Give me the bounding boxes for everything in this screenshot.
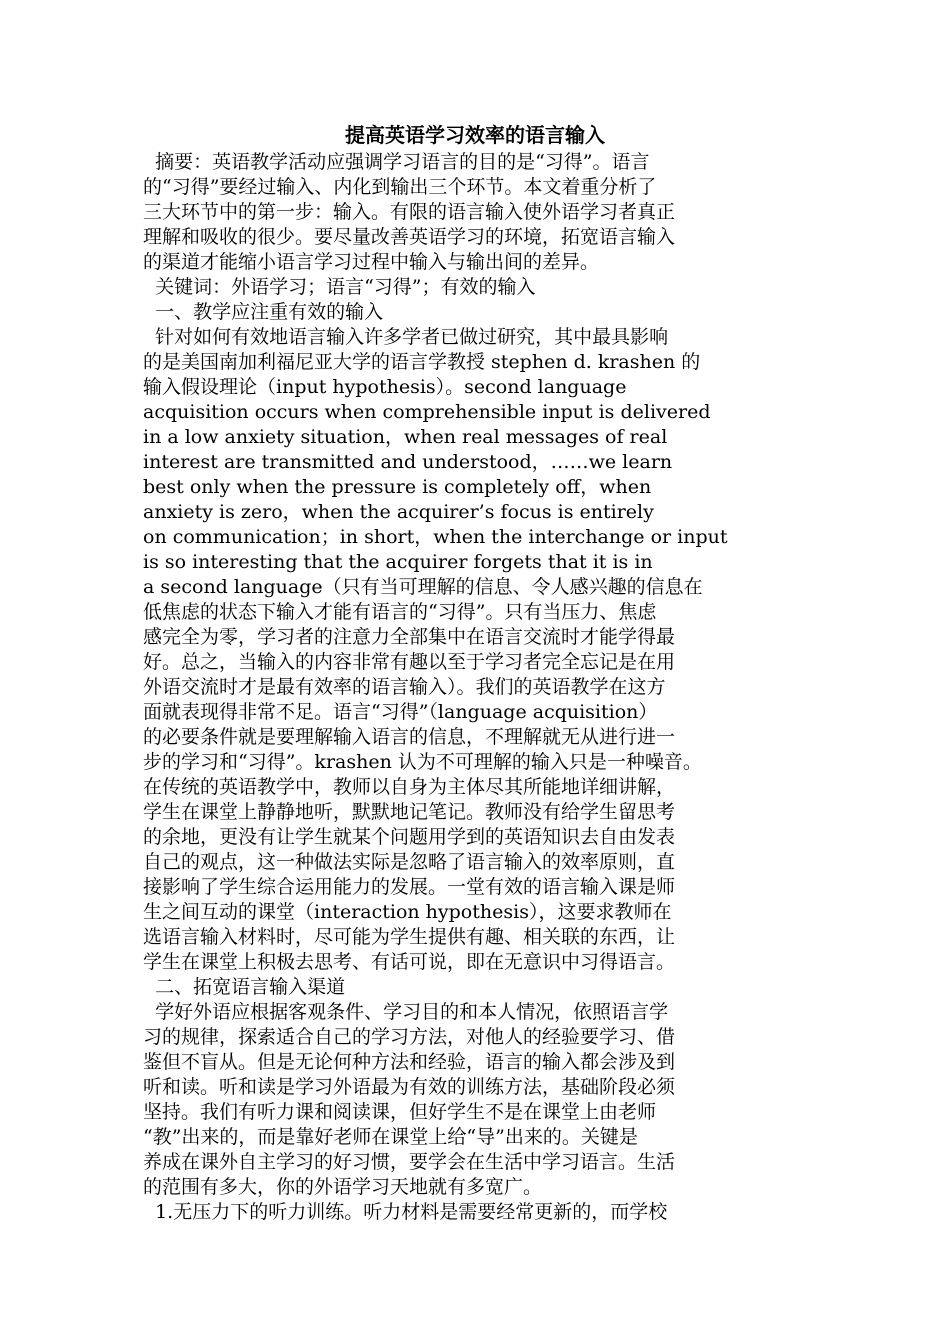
body-line: anxiety is zero，when the acquirer’s focus is entirely: [143, 501, 654, 523]
body-line: 好。总之，当输入的内容非常有趣以至于学习者完全忘记是在用: [143, 651, 676, 673]
body-line: 听和读。听和读是学习外语最为有效的训练方法，基础阶段必须: [143, 1076, 676, 1098]
body-line: 的是美国南加利福尼亚大学的语言学教授 stephen d. krashen 的: [143, 351, 701, 373]
body-line: 学好外语应根据客观条件、学习目的和本人情况，依照语言学: [143, 1001, 669, 1023]
body-line: on communication；in short，when the interchange or input: [143, 526, 728, 548]
body-line: 面就表现得非常不足。语言“习得”（language acquisition）: [143, 701, 658, 723]
body-line: “教”出来的，而是靠好老师在课堂上给“导”出来的。关键是: [143, 1126, 638, 1148]
body-line: 感完全为零，学习者的注意力全部集中在语言交流时才能学得最: [143, 626, 676, 648]
body-line: 鉴但不盲从。但是无论何种方法和经验，语言的输入都会涉及到: [143, 1051, 676, 1073]
body-line: 针对如何有效地语言输入许多学者已做过研究，其中最具影响: [143, 326, 669, 348]
body-line: a second language（只有当可理解的信息、令人感兴趣的信息在: [143, 576, 703, 598]
body-line: 接影响了学生综合运用能力的发展。一堂有效的语言输入课是师: [143, 876, 676, 898]
body-line: 低焦虑的状态下输入才能有语言的“习得”。只有当压力、焦虑: [143, 601, 657, 623]
body-line: 的“习得”要经过输入、内化到输出三个环节。本文着重分析了: [143, 176, 657, 198]
body-line: interest are transmitted and understood，……we learn: [143, 451, 673, 473]
document-title: 提高英语学习效率的语言输入: [345, 123, 605, 147]
body-line: 选语言输入材料时，尽可能为学生提供有趣、相关联的东西，让: [143, 926, 676, 948]
section-heading: 二、拓宽语言输入渠道: [143, 976, 346, 998]
body-line: in a low anxiety situation，when real messages of real: [143, 426, 668, 448]
body-line: best only when the pressure is completely off，when: [143, 476, 652, 498]
body-line: 学生在课堂上静静地听，默默地记笔记。教师没有给学生留思考: [143, 801, 676, 823]
body-line: 坚持。我们有听力课和阅读课，但好学生不是在课堂上由老师: [143, 1101, 657, 1123]
body-line: 生之间互动的课堂（interaction hypothesis），这要求教师在: [143, 901, 672, 923]
body-line: 的必要条件就是要理解输入语言的信息，不理解就无从进行进一: [143, 726, 676, 748]
body-line: 摘要：英语教学活动应强调学习语言的目的是“习得”。语言: [143, 151, 650, 173]
body-line: 的渠道才能缩小语言学习过程中输入与输出间的差异。: [143, 251, 600, 273]
keywords-line: 关键词：外语学习；语言“习得”；有效的输入: [143, 276, 536, 298]
body-line: 输入假设理论（input hypothesis）。second language: [143, 376, 627, 398]
body-line: 的范围有多大，你的外语学习天地就有多宽广。: [143, 1176, 543, 1198]
body-line: 在传统的英语教学中，教师以自身为主体尽其所能地详细讲解，: [143, 776, 676, 798]
body-line: acquisition occurs when comprehensible input is delivered: [143, 401, 711, 423]
body-line: 学生在课堂上积极去思考、有话可说，即在无意识中习得语言。: [143, 951, 676, 973]
body-line: 外语交流时才是最有效率的语言输入）。我们的英语教学在这方: [143, 676, 666, 698]
body-line: 理解和吸收的很少。要尽量改善英语学习的环境，拓宽语言输入: [143, 226, 676, 248]
body-line: 养成在课外自主学习的好习惯，要学会在生活中学习语言。生活: [143, 1151, 676, 1173]
body-line: 步的学习和“习得”。krashen 认为不可理解的输入只是一种噪音。: [143, 751, 702, 773]
body-line: 1.无压力下的听力训练。听力材料是需要经常更新的，而学校: [143, 1201, 668, 1223]
body-line: 的余地，更没有让学生就某个问题用学到的英语知识去自由发表: [143, 826, 676, 848]
section-heading: 一、教学应注重有效的输入: [143, 301, 384, 323]
body-line: is so interesting that the acquirer forgets that it is in: [143, 551, 653, 573]
body-line: 习的规律，探索适合自己的学习方法，对他人的经验要学习、借: [143, 1026, 676, 1048]
body-line: 自己的观点，这一种做法实际是忽略了语言输入的效率原则，直: [143, 851, 676, 873]
document-body: [143, 150, 813, 1225]
body-line: 三大环节中的第一步：输入。有限的语言输入使外语学习者真正: [143, 201, 676, 223]
